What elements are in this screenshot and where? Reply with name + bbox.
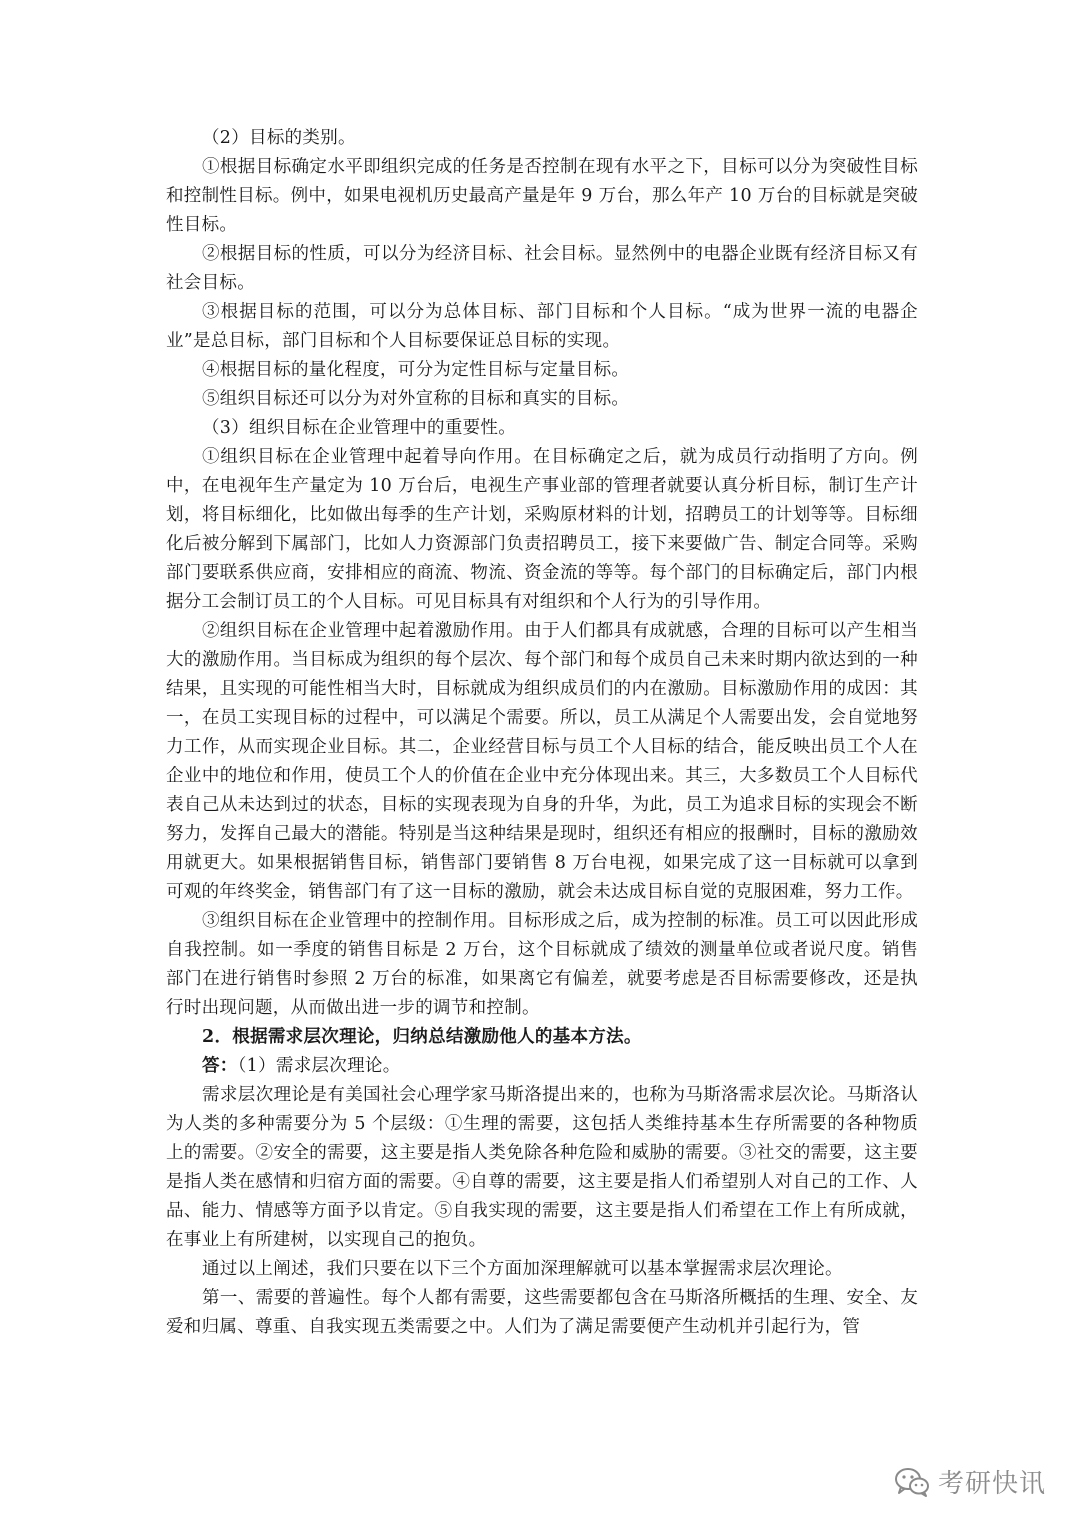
paragraph: ②根据目标的性质，可以分为经济目标、社会目标。显然例中的电器企业既有经济目标又有社会目标。 (166, 244, 918, 293)
paragraph: ③组织目标在企业管理中的控制作用。目标形成之后，成为控制的标准。员工可以因此形成自我控制。如一季度的销售目标是 2 万台，这个目标就成了绩效的测量单位或者说尺度。销售部门在进行销售时参照 2 万台的标准，如果离它有偏差，就要考虑是否目标需要修改，还是执行时出现问题，从而做出进一步的调节和控制。 (166, 911, 918, 1018)
wechat-icon (894, 1466, 930, 1498)
paragraph: 需求层次理论是有美国社会心理学家马斯洛提出来的，也称为马斯洛需求层次论。马斯洛认为人类的多种需要分为 5 个层级：①生理的需要，这包括人类维持基本生存所需要的各种物质上的需要。②安全的需要，这主要是指人类免除各种危险和威胁的需要。③社交的需要，这主要是指人类在感情和归宿方面的需要。④自尊的需要，这主要是指人们希望别人对自己的工作、人品、能力、情感等方面予以肯定。⑤自我实现的需要，这主要是指人们希望在工作上有所成就，在事业上有所建树，以实现自己的抱负。 (166, 1085, 918, 1250)
paragraph: （2）目标的类别。 (202, 128, 356, 148)
watermark (894, 1463, 1046, 1500)
paragraph: ②组织目标在企业管理中起着激励作用。由于人们都具有成就感，合理的目标可以产生相当大的激励作用。当目标成为组织的每个层次、每个部门和每个成员自己未来时期内欲达到的一种结果，且实现的可能性相当大时，目标就成为组织成员们的内在激励。目标激励作用的成因：其一，在员工实现目标的过程中，可以满足个需要。所以，员工从满足个人需要出发，会自觉地努力工作，从而实现企业目标。其二，企业经营目标与员工个人目标的结合，能反映出员工个人在企业中的地位和作用，使员工个人的价值在企业中充分体现出来。其三，大多数员工个人目标代表自己从未达到过的状态，目标的实现表现为自身的升华，为此，员工为追求目标的实现会不断努力，发挥自己最大的潜能。特别是当这种结果是现时，组织还有相应的报酬时，目标的激励效用就更大。如果根据销售目标，销售部门要销售 8 万台电视，如果完成了这一目标就可以拿到可观的年终奖金，销售部门有了这一目标的激励，就会未达成目标自觉的克服困难，努力工作。 (166, 621, 918, 902)
paragraph: ①组织目标在企业管理中起着导向作用。在目标确定之后，就为成员行动指明了方向。例中，在电视年生产量定为 10 万台后，电视生产事业部的管理者就要认真分析目标，制订生产计划，将目标细化，比如做出每季的生产计划，采购原材料的计划，招聘员工的计划等等。目标细化后被分解到下属部门，比如人力资源部门负责招聘员工，接下来要做广告、制定合同等。采购部门要联系供应商，安排相应的商流、物流、资金流的等等。每个部门的目标确定后，部门内根据分工会制订员工的个人目标。可见目标具有对组织和个人行为的引导作用。 (166, 447, 918, 612)
paragraph: 第一、需要的普遍性。每个人都有需要，这些需要都包含在马斯洛所概括的生理、安全、友爱和归属、尊重、自我实现五类需要之中。人们为了满足需要便产生动机并引起行为，管 (166, 1288, 918, 1337)
answer-line (166, 1052, 918, 1081)
paragraph: ①根据目标确定水平即组织完成的任务是否控制在现有水平之下，目标可以分为突破性目标和控制性目标。例中，如果电视机历史最高产量是年 9 万台，那么年产 10 万台的目标就是突破性目标。 (166, 157, 918, 235)
paragraph: ③根据目标的范围，可以分为总体目标、部门目标和个人目标。“成为世界一流的电器企业”是总目标，部门目标和个人目标要保证总目标的实现。 (166, 302, 918, 351)
paragraph: 通过以上阐述，我们只要在以下三个方面加深理解就可以基本掌握需求层次理论。 (202, 1259, 843, 1279)
answer-label: 答： (202, 1056, 238, 1076)
question-heading: 2．根据需求层次理论，归纳总结激励他人的基本方法。 (202, 1027, 642, 1047)
answer-first: （1）需求层次理论。 (237, 1056, 401, 1076)
watermark-text: 考研快讯 (937, 1469, 1046, 1499)
paragraph: ⑤组织目标还可以分为对外宣称的目标和真实的目标。 (202, 389, 630, 409)
paragraph: ④根据目标的量化程度，可分为定性目标与定量目标。 (202, 360, 630, 380)
document-body (166, 124, 918, 1342)
paragraph: （3）组织目标在企业管理中的重要性。 (202, 418, 517, 438)
